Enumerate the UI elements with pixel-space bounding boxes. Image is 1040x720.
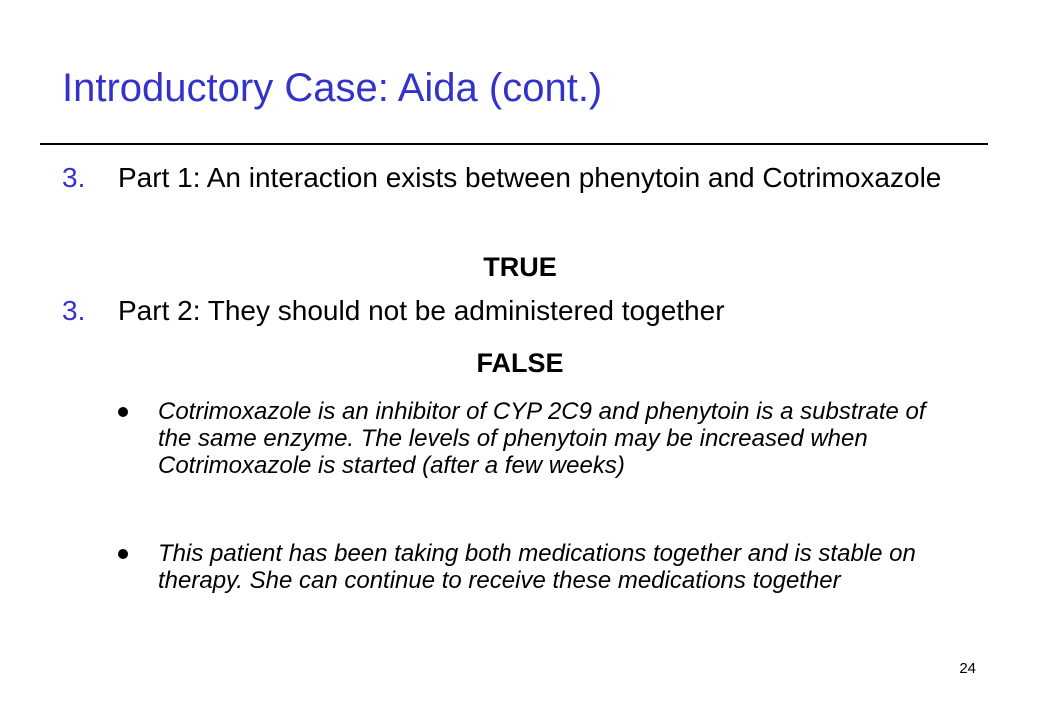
bullet-item	[118, 540, 958, 624]
numbered-item-part-2	[62, 294, 972, 330]
bullet-dot-icon	[118, 549, 128, 559]
bullet-dot-icon	[118, 407, 128, 417]
item-number: 3.	[62, 162, 86, 193]
item-text: Part 1: An interaction exists between phenytoin and Cotrimoxazole	[118, 162, 942, 193]
item-text: Part 2: They should not be administered together	[118, 295, 725, 326]
item-number: 3.	[62, 295, 86, 326]
title-divider	[40, 143, 988, 145]
bullet-text: This patient has been taking both medications together and is stable on therapy. She can continue to receive these medications together	[158, 540, 916, 594]
answer-false: FALSE	[476, 348, 564, 378]
numbered-item-part-1	[62, 161, 972, 233]
bullet-text: Cotrimoxazole is an inhibitor of CYP 2C9 and phenytoin is a substrate of the same enzyme. The levels of phenytoin may be increased when Cotrimoxazole is started (after a few weeks)	[158, 398, 926, 479]
page-number: 24	[959, 660, 976, 677]
bullet-item	[118, 398, 958, 508]
slide-title: Introductory Case: Aida (cont.)	[62, 66, 603, 110]
answer-true: TRUE	[483, 252, 557, 282]
